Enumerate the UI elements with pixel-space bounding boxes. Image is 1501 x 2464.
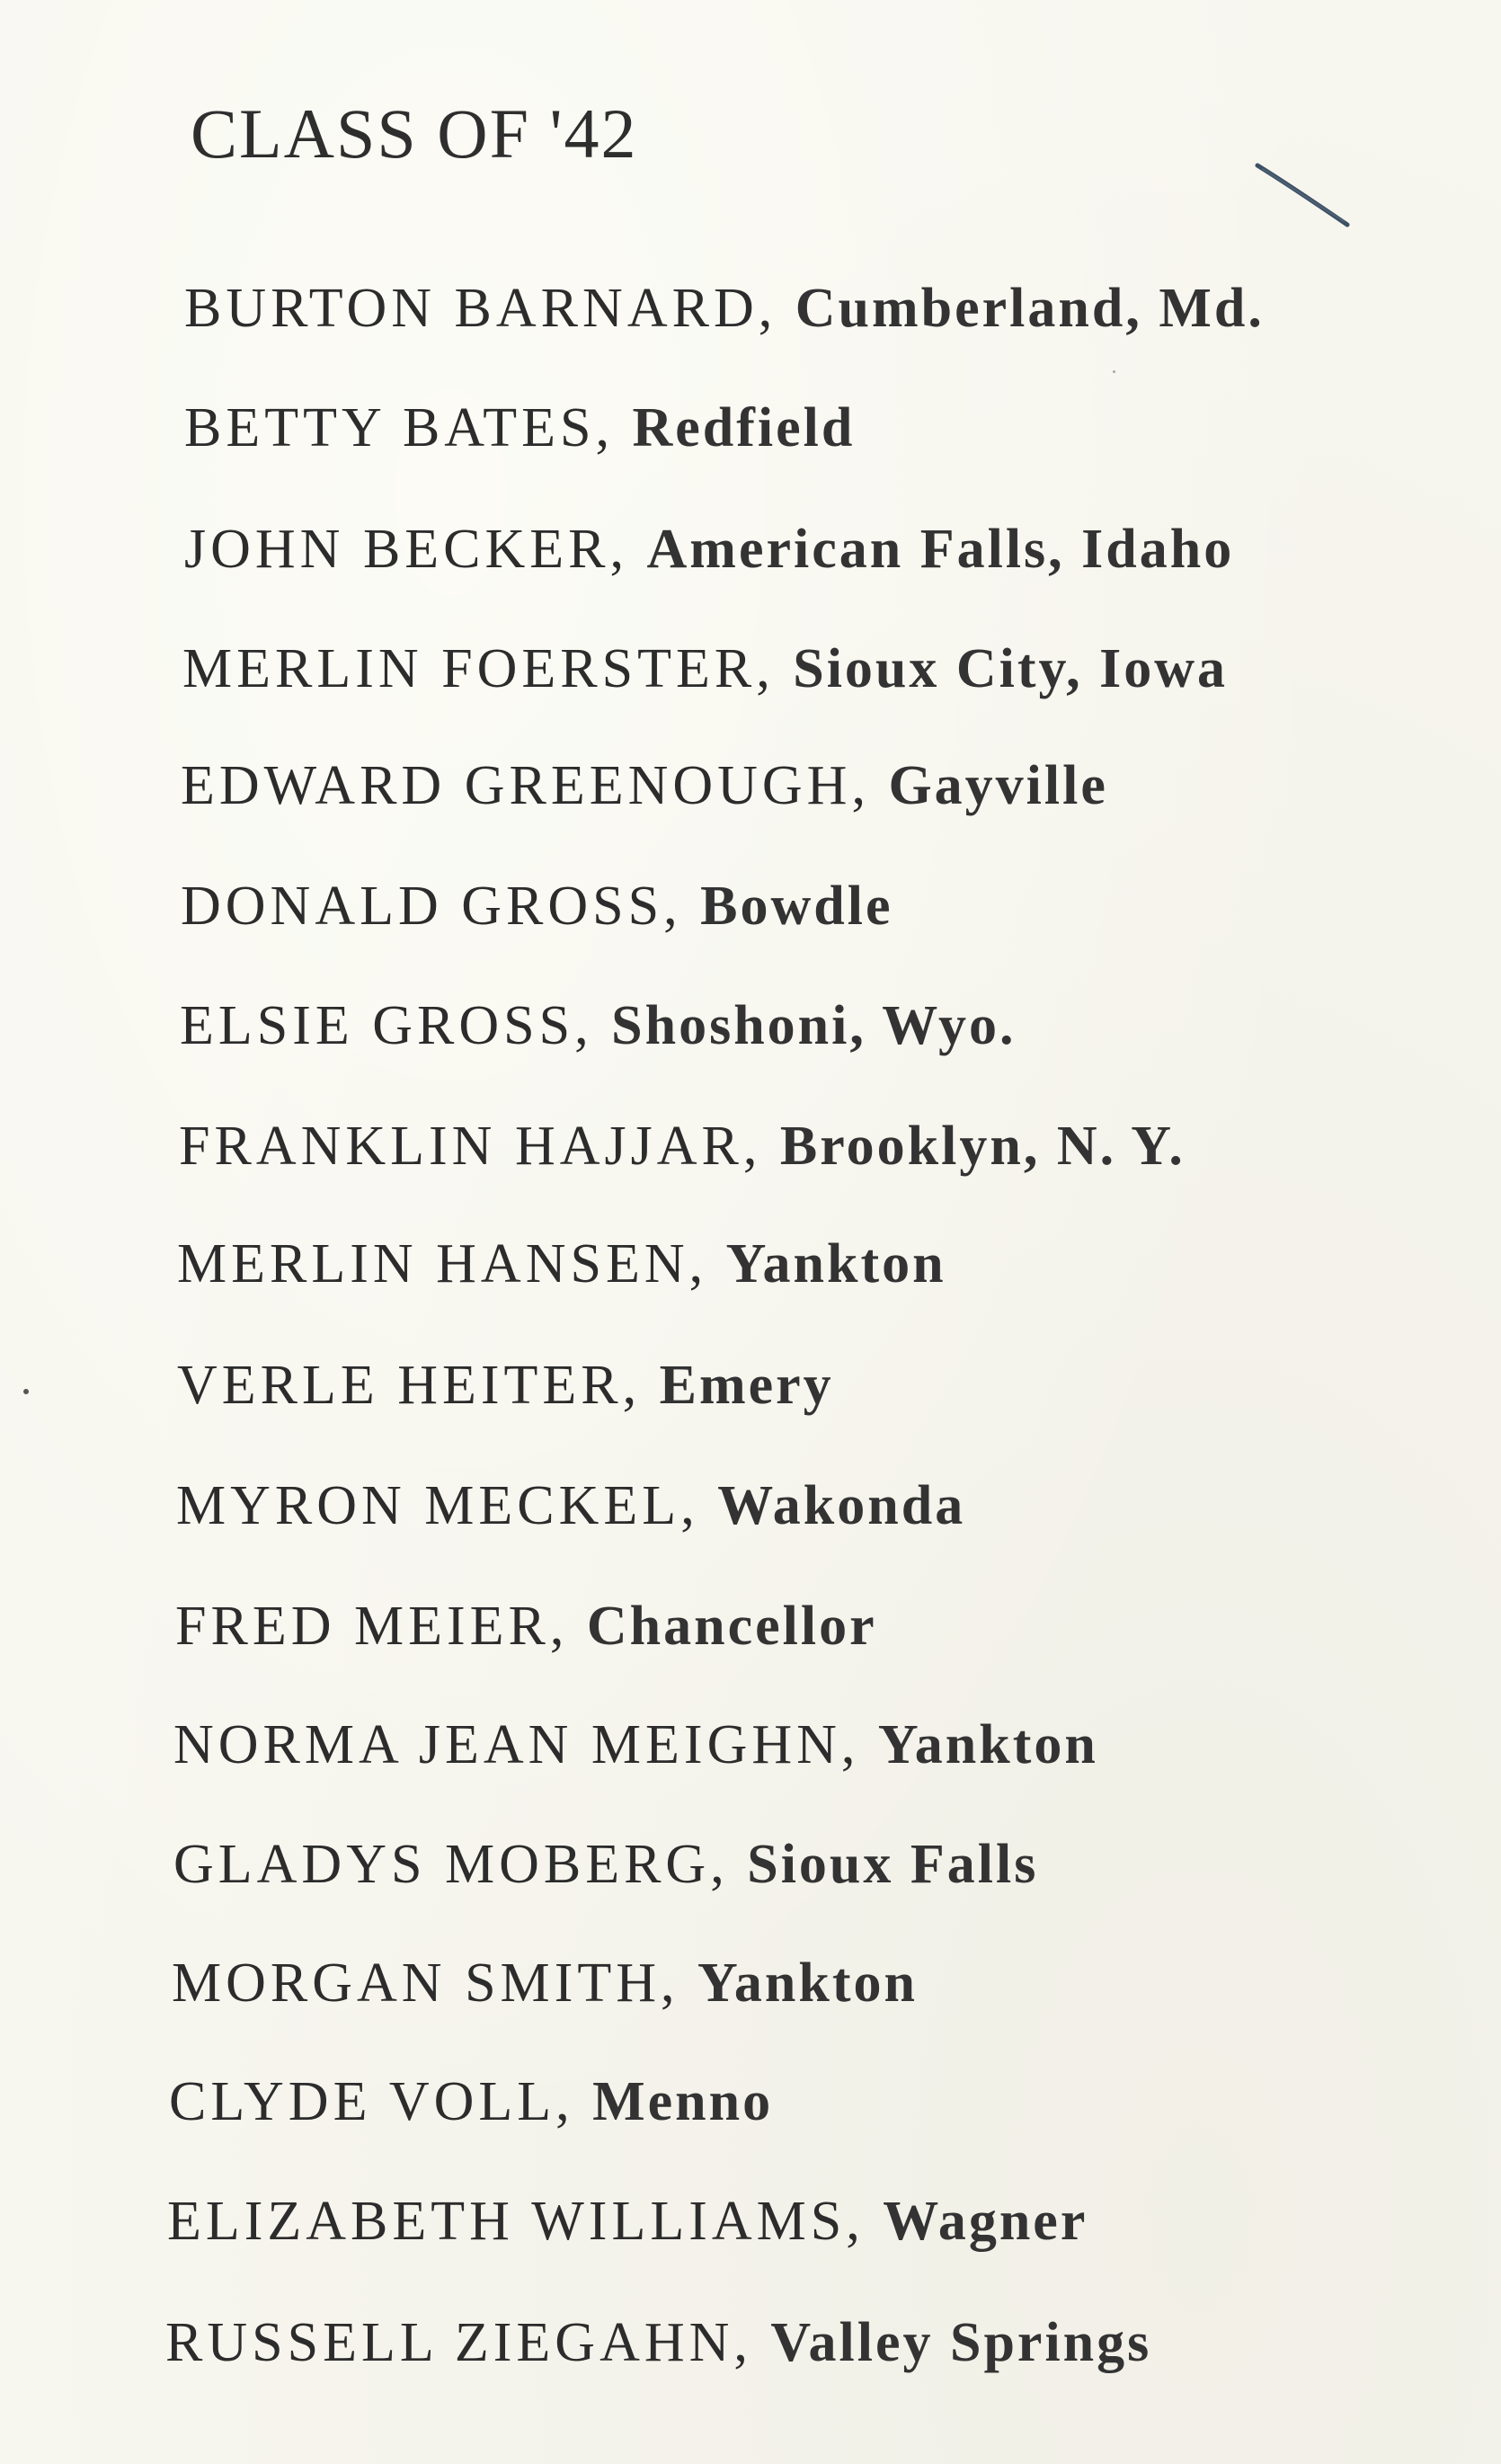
roster-entry: MERLIN HANSEN, Yankton [177, 1233, 946, 1294]
student-name: NORMA JEAN MEIGHN [173, 1714, 841, 1775]
roster-entry: GLADYS MOBERG, Sioux Falls [173, 1834, 1039, 1895]
roster-entry: FRED MEIER, Chancellor [175, 1596, 877, 1657]
roster-entry: BETTY BATES, Redfield [184, 397, 856, 458]
hometown: Wagner [883, 2191, 1088, 2252]
roster-entry: FRANKLIN HAJJAR, Brooklyn, N. Y. [179, 1116, 1186, 1177]
hometown: Gayville [888, 755, 1108, 816]
hometown: Wakonda [717, 1475, 966, 1536]
hometown: Yankton [877, 1714, 1098, 1775]
roster-entry: CLYDE VOLL, Menno [169, 2071, 774, 2132]
student-name: RUSSELL ZIEGAHN [165, 2312, 734, 2373]
student-name: FRANKLIN HAJJAR [179, 1116, 743, 1177]
student-name: EDWARD GREENOUGH [181, 755, 852, 816]
hometown: Valley Springs [770, 2312, 1152, 2373]
roster-entry: EDWARD GREENOUGH, Gayville [181, 755, 1108, 816]
student-name: MERLIN FOERSTER [182, 638, 757, 699]
hometown: Chancellor [586, 1596, 877, 1657]
student-name: VERLE HEITER [177, 1355, 623, 1416]
hometown: Sioux City, Iowa [793, 638, 1229, 699]
roster-entry: NORMA JEAN MEIGHN, Yankton [173, 1714, 1098, 1775]
student-name: FRED MEIER [175, 1596, 550, 1657]
hometown: Yankton [697, 1953, 918, 2014]
page-title: CLASS OF '42 [191, 94, 638, 173]
hometown: Sioux Falls [747, 1834, 1039, 1895]
roster-entry: MORGAN SMITH, Yankton [172, 1953, 918, 2014]
student-name: BETTY BATES [184, 397, 596, 458]
hometown: Shoshoni, Wyo. [611, 995, 1017, 1056]
student-name: MORGAN SMITH [172, 1953, 661, 2014]
roster-entry: VERLE HEITER, Emery [177, 1355, 834, 1416]
student-name: JOHN BECKER [184, 519, 610, 580]
roster-entry: MYRON MECKEL, Wakonda [176, 1475, 966, 1536]
hometown: Yankton [725, 1233, 946, 1294]
roster-entry: ELSIE GROSS, Shoshoni, Wyo. [180, 995, 1017, 1056]
roster-entry: MERLIN FOERSTER, Sioux City, Iowa [182, 638, 1229, 699]
student-name: GLADYS MOBERG [173, 1834, 711, 1895]
student-name: MERLIN HANSEN [177, 1233, 689, 1294]
student-name: BURTON BARNARD [184, 278, 759, 339]
student-name: CLYDE VOLL [169, 2071, 556, 2132]
hometown: American Falls, Idaho [646, 519, 1235, 580]
student-name: ELSIE GROSS [180, 995, 575, 1056]
roster-entry: RUSSELL ZIEGAHN, Valley Springs [165, 2312, 1152, 2373]
hometown: Brooklyn, N. Y. [779, 1116, 1186, 1177]
roster-entry: BURTON BARNARD, Cumberland, Md. [184, 278, 1265, 339]
roster-entry: DONALD GROSS, Bowdle [181, 876, 893, 937]
roster-entry: JOHN BECKER, American Falls, Idaho [184, 519, 1235, 580]
student-name: MYRON MECKEL [176, 1475, 681, 1536]
hometown: Cumberland, Md. [795, 278, 1265, 339]
hometown: Bowdle [700, 876, 893, 937]
hometown: Emery [659, 1355, 834, 1416]
student-name: DONALD GROSS [181, 876, 664, 937]
hometown: Menno [592, 2071, 774, 2132]
hometown: Redfield [632, 397, 856, 458]
student-name: ELIZABETH WILLIAMS [167, 2191, 847, 2252]
roster-entry: ELIZABETH WILLIAMS, Wagner [167, 2191, 1088, 2252]
